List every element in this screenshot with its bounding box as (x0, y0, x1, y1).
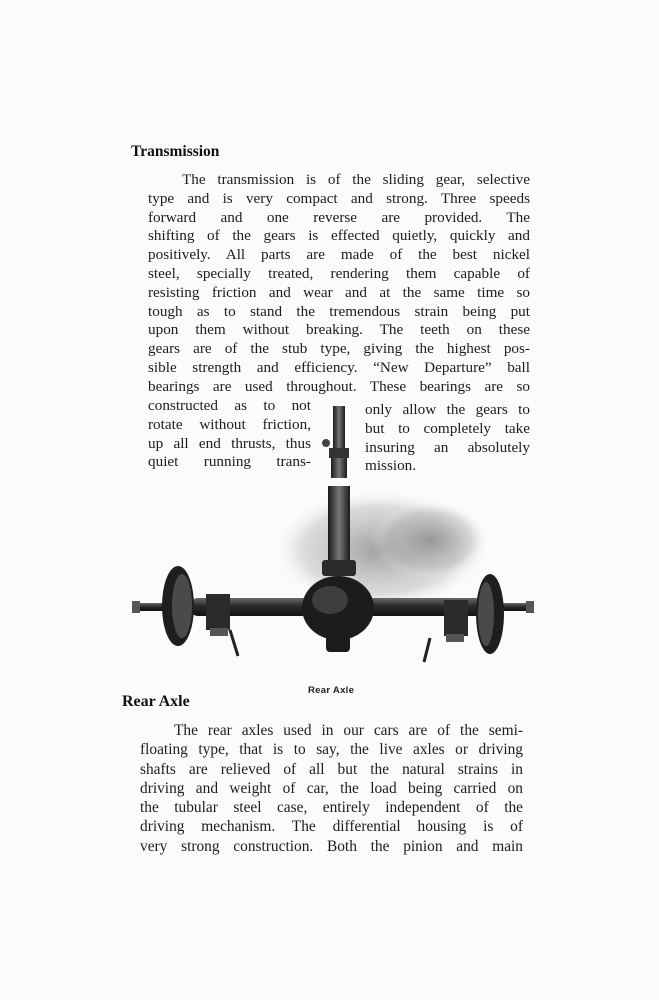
text-line: only allow the gears to (365, 401, 530, 418)
text-line: shifting of the gears is effected quietly, quickly and (148, 227, 530, 245)
text-line: the tubular steel case, entirely independent of the (140, 799, 523, 817)
small-flange (322, 439, 330, 447)
text-line: but to completely take (365, 419, 530, 437)
figure-caption: Rear Axle (308, 685, 355, 696)
rear-axle-illustration (130, 400, 540, 675)
spring-seat-right (444, 600, 468, 636)
text-line: bearings are used throughout. These bearings are so (148, 377, 530, 395)
transmission-paragraph (148, 171, 530, 397)
brake-lever-right (424, 638, 430, 662)
shadow-blob (370, 500, 490, 580)
text-line: floating type, that is to say, the live axles or driving (140, 741, 523, 759)
text-line: driving mechanism. The differential housing is of (140, 818, 523, 836)
text-line: resisting friction and wear and at the same time so (148, 283, 530, 301)
text-line: The transmission is of the sliding gear, selective (182, 171, 530, 188)
text-line: mission. (365, 457, 417, 475)
differential-highlight (312, 586, 348, 614)
spring-seat-left-plate (210, 628, 228, 636)
text-line: driving and weight of car, the load being carried on (140, 779, 523, 797)
brake-lever-left (230, 630, 238, 656)
text-line: constructed as to not (148, 397, 311, 414)
axle-end-right (526, 601, 534, 613)
text-line: gears are of the stub type, giving the highest pos- (148, 340, 530, 358)
text-line: upon them without breaking. The teeth on these (148, 321, 530, 339)
text-line: steel, specially treated, rendering them capable of (148, 264, 530, 282)
torque-tube-flange (322, 560, 356, 576)
torque-tube-lower (328, 486, 350, 566)
rear-axle-paragraph (140, 721, 523, 856)
rear-axle-heading: Rear Axle (122, 693, 190, 710)
text-line: The rear axles used in our cars are of the semi- (174, 722, 523, 739)
text-line: up all end thrusts, thus (148, 434, 311, 452)
brake-drum-left-face (172, 574, 192, 638)
text-line: forward and one reverse are provided. The (148, 208, 530, 226)
text-line: positively. All parts are made of the best nickel (148, 246, 530, 264)
differential-bottom (326, 632, 350, 652)
tube-break-mark (328, 478, 352, 486)
text-line: type and is very compact and strong. Three speeds (148, 189, 530, 207)
text-line: tough as to stand the tremendous strain being put (148, 302, 530, 320)
torque-tube-mid (331, 458, 347, 478)
text-line: sible strength and efficiency. “New Departure” ball (148, 358, 530, 376)
axle-end-left (132, 601, 140, 613)
spring-seat-right-plate (446, 634, 464, 642)
text-line: insuring an absolutely (365, 438, 530, 456)
text-line: very strong construction. Both the pinion and main (140, 837, 523, 855)
text-line: shafts are relieved of all but the natural strains in (140, 760, 523, 778)
brake-drum-right-face (478, 582, 494, 646)
text-line: rotate without friction, (148, 415, 311, 433)
torque-tube-upper (333, 406, 345, 448)
transmission-heading: Transmission (131, 143, 220, 160)
torque-tube-collar (329, 448, 349, 458)
text-line: quiet running trans- (148, 453, 311, 471)
spring-seat-left (206, 594, 230, 630)
